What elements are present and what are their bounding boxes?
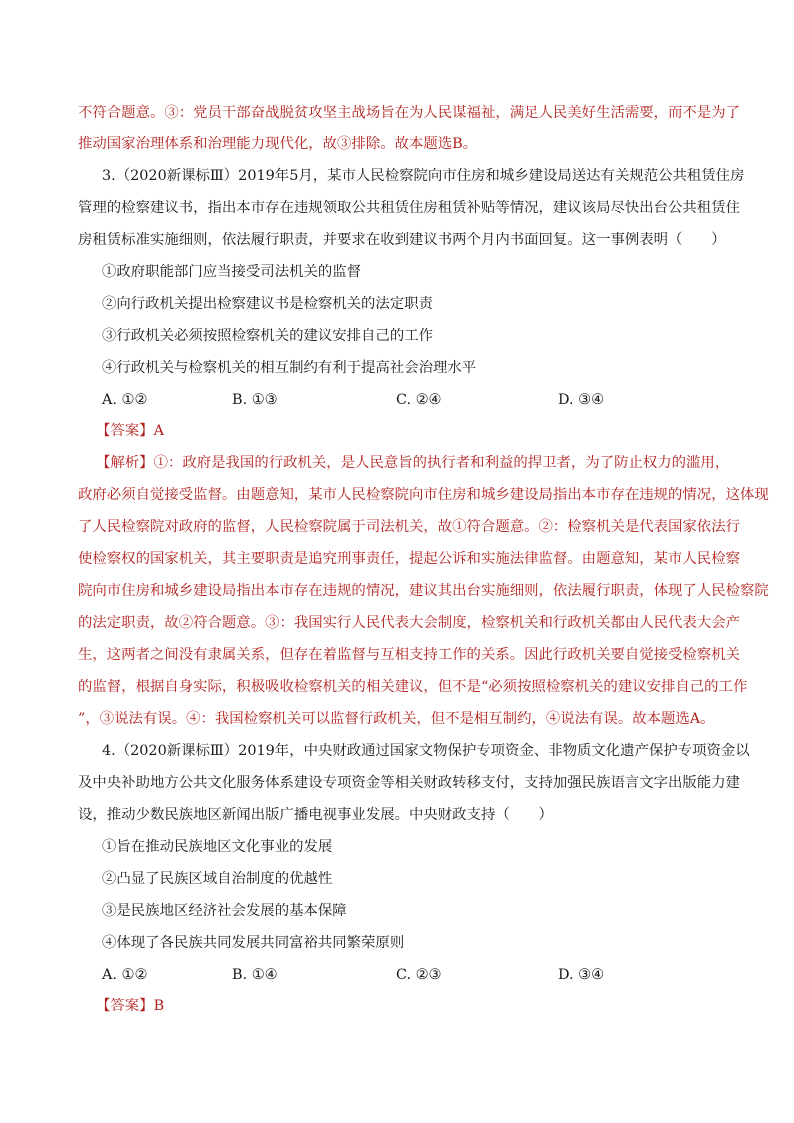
prev-explanation-line-2: 推动国家治理体系和治理能力现代化，故③排除。故本题选B。 bbox=[78, 136, 478, 152]
q4-statement-3: ③是民族地区经济社会发展的基本保障 bbox=[102, 903, 347, 919]
q4-stem-line-1: 4.（2020新课标Ⅲ）2019年，中央财政通过国家文物保护专项资金、非物质文化遗产保护专项资金以 bbox=[102, 743, 750, 759]
q3-option-d: D. ③④ bbox=[558, 392, 604, 408]
q3-explanation-text-1: ①：政府是我国的行政机关，是人民意旨的执行者和利益的捍卫者，为了防止权力的滥用， bbox=[153, 455, 730, 471]
q3-statement-3: ③行政机关必须按照检察机关的建议安排自己的工作 bbox=[102, 328, 433, 344]
q4-option-a: A. ①② bbox=[102, 967, 148, 983]
q3-answer-label: 【答案】 bbox=[96, 423, 154, 439]
q3-statement-2: ②向行政机关提出检察建议书是检察机关的法定职责 bbox=[102, 296, 433, 312]
q3-explanation-line-4: 使检察权的国家机关，其主要职责是追究刑事责任，提起公诉和实施法律监督。由题意知，某市人民检察 bbox=[78, 551, 740, 567]
q3-explanation-line-2: 政府必须自觉接受监督。由题意知，某市人民检察院向市住房和城乡建设局指出本市存在违规的情况，这体现 bbox=[78, 487, 769, 503]
q3-explanation-label: 【解析】 bbox=[96, 455, 154, 471]
q4-option-d: D. ③④ bbox=[558, 967, 604, 983]
q4-answer-label: 【答案】 bbox=[96, 998, 154, 1014]
q4-stem-line-2: 及中央补助地方公共文化服务体系建设专项资金等相关财政转移支付，支持加强民族语言文字出版能力建 bbox=[78, 775, 740, 791]
q4-answer-value: B bbox=[153, 998, 165, 1014]
q3-statement-1: ①政府职能部门应当接受司法机关的监督 bbox=[102, 264, 362, 280]
q4-stem-line-3: 设，推动少数民族地区新闻出版广播电视事业发展。中央财政支持（ ） bbox=[78, 807, 553, 823]
q3-explanation-line-1 bbox=[96, 453, 746, 473]
q3-explanation-line-8: 的监督，根据自身实际，积极吸收检察机关的相关建议，但不是“必须按照检察机关的建议安排自己的工作 bbox=[78, 679, 748, 695]
q4-statement-4: ④体现了各民族共同发展共同富裕共同繁荣原则 bbox=[102, 935, 405, 951]
q3-stem-line-3: 房租赁标准实施细则，依法履行职责，并要求在收到建议书两个月内书面回复。这一事例表明（ ） bbox=[78, 232, 726, 248]
prev-explanation-line-1: 不符合题意。③：党员干部奋战脱贫攻坚主战场旨在为人民谋福祉，满足人民美好生活需要，而不是为了 bbox=[78, 105, 740, 121]
q3-stem-line-1: 3.（2020新课标Ⅲ）2019年5月，某市人民检察院向市住房和城乡建设局送达有关规范公共租赁住房 bbox=[102, 168, 745, 184]
q3-option-c: C. ②④ bbox=[396, 392, 442, 408]
q3-option-b: B. ①③ bbox=[232, 392, 278, 408]
q3-statement-4: ④行政机关与检察机关的相互制约有利于提高社会治理水平 bbox=[102, 360, 477, 376]
q4-statement-2: ②凸显了民族区域自治制度的优越性 bbox=[102, 871, 333, 887]
q3-stem-line-2: 管理的检察建议书，指出本市存在违规领取公共租赁住房租赁补贴等情况，建议该局尽快出台公共租赁住 bbox=[78, 200, 740, 216]
q3-explanation-line-3: 了人民检察院对政府的监督，人民检察院属于司法机关，故①符合题意。②：检察机关是代表国家依法行 bbox=[78, 519, 740, 535]
q3-explanation-line-7: 生，这两者之间没有隶属关系，但存在着监督与互相支持工作的关系。因此行政机关要自觉接受检察机关 bbox=[78, 647, 740, 663]
q4-statement-1: ①旨在推动民族地区文化事业的发展 bbox=[102, 839, 333, 855]
q3-answer bbox=[96, 421, 746, 441]
q3-explanation-line-5: 院向市住房和城乡建设局指出本市存在违规的情况，建议其出台实施细则，依法履行职责，体现了人民检察院 bbox=[78, 583, 769, 599]
q4-option-c: C. ②③ bbox=[396, 967, 442, 983]
q4-option-b: B. ①④ bbox=[232, 967, 278, 983]
q3-answer-value: A bbox=[153, 423, 164, 439]
q3-explanation-line-6: 的法定职责，故②符合题意。③：我国实行人民代表大会制度，检察机关和行政机关都由人民代表大会产 bbox=[78, 615, 740, 631]
q3-explanation-line-9: ”，③说法有误。④：我国检察机关可以监督行政机关，但不是相互制约，④说法有误。故本题选A。 bbox=[78, 711, 715, 727]
q3-option-a: A. ①② bbox=[102, 392, 148, 408]
q4-answer bbox=[96, 996, 746, 1016]
